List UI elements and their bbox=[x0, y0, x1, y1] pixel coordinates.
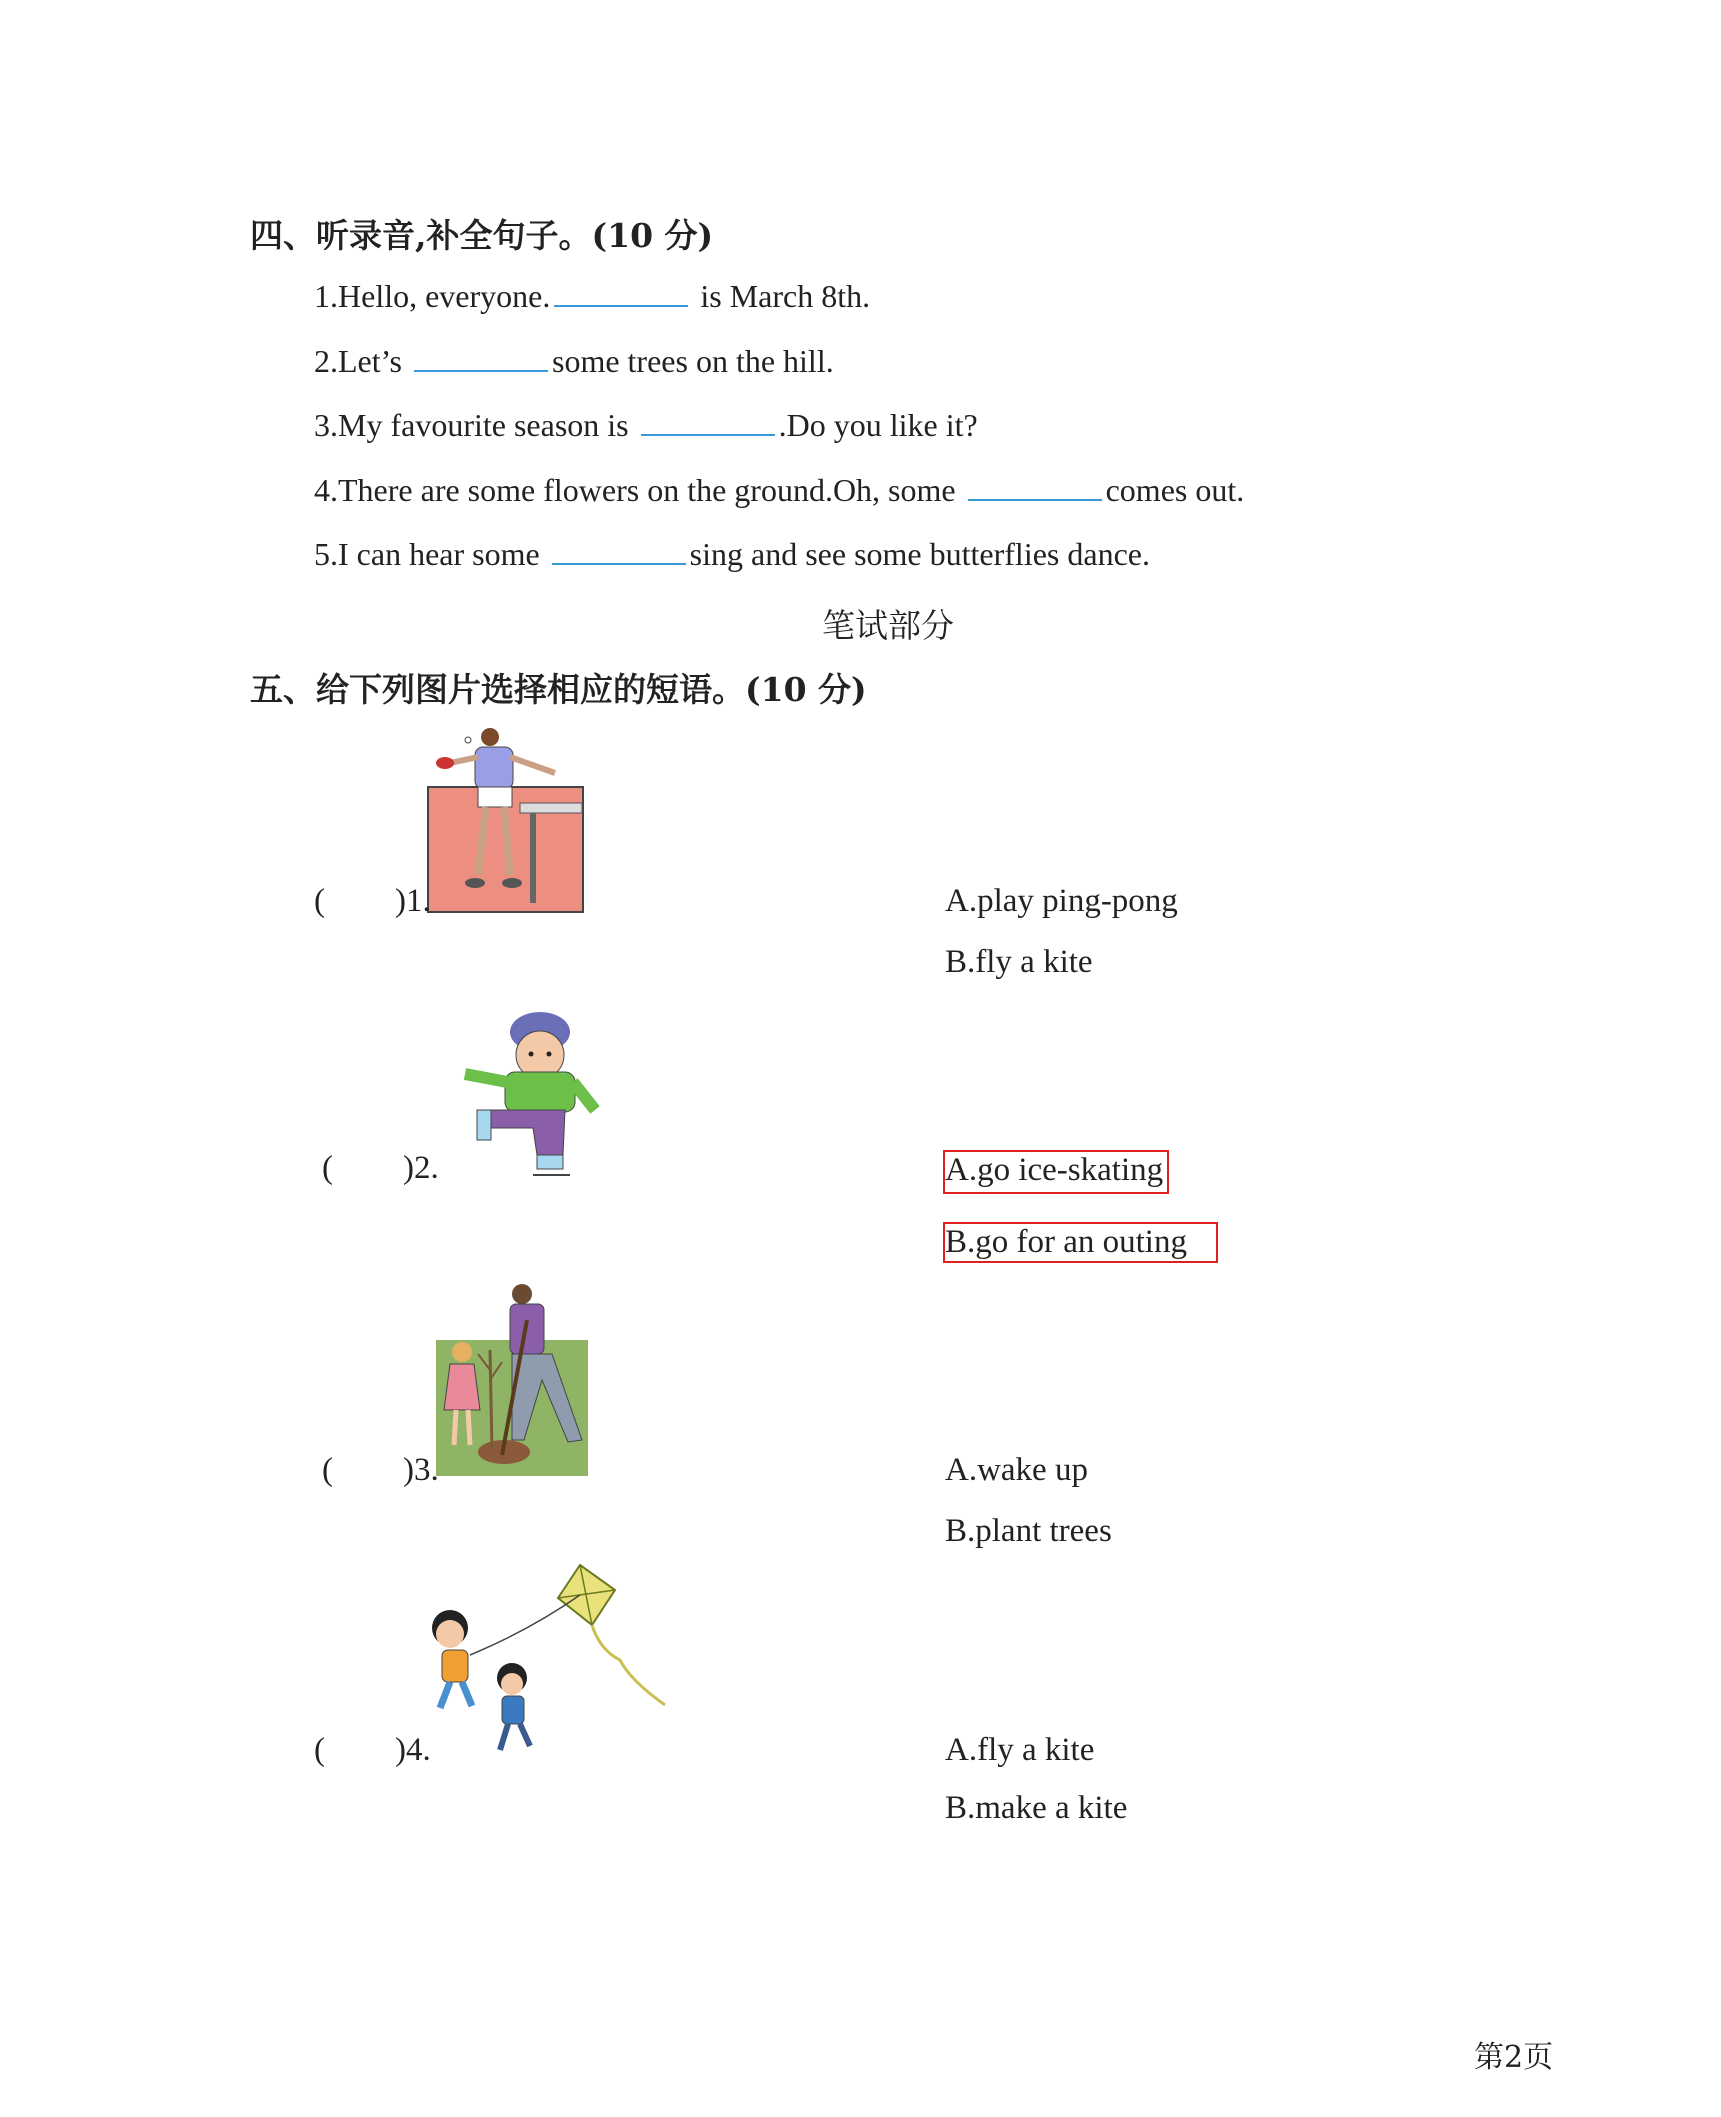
question-label-3: )3. bbox=[403, 1452, 439, 1488]
paren-open: ( bbox=[314, 1732, 325, 1768]
written-part-title: 笔试部分 bbox=[822, 606, 954, 645]
sentence-2-before: 2.Let’s bbox=[314, 343, 410, 379]
question-label-2: )2. bbox=[403, 1150, 439, 1186]
answer-paren-3[interactable] bbox=[322, 1452, 439, 1489]
question-label-1: )1. bbox=[395, 883, 431, 919]
sentence-5-after: sing and see some butterflies dance. bbox=[689, 536, 1150, 572]
ping-pong-image bbox=[420, 725, 585, 915]
sentence-3 bbox=[314, 407, 978, 444]
kite-flying-image bbox=[420, 1560, 670, 1765]
paren-open: ( bbox=[322, 1150, 333, 1186]
sentence-5 bbox=[314, 536, 1150, 573]
q3-option-b[interactable]: B.plant trees bbox=[945, 1513, 1112, 1549]
sentence-4 bbox=[314, 472, 1244, 509]
answer-blank-2[interactable] bbox=[414, 344, 548, 372]
sentence-1-after: is March 8th. bbox=[692, 278, 871, 314]
sentence-4-after: comes out. bbox=[1105, 472, 1245, 508]
question-label-4: )4. bbox=[395, 1732, 431, 1768]
sentence-4-before: 4.There are some flowers on the ground.Oh, some bbox=[314, 472, 964, 508]
sentence-3-before: 3.My favourite season is bbox=[314, 407, 637, 443]
sentence-2 bbox=[314, 343, 834, 380]
q1-option-a[interactable]: A.play ping-pong bbox=[945, 883, 1178, 919]
answer-paren-2[interactable] bbox=[322, 1150, 439, 1187]
q1-option-b[interactable]: B.fly a kite bbox=[945, 944, 1093, 980]
q4-option-a[interactable]: A.fly a kite bbox=[945, 1732, 1095, 1768]
sentence-1 bbox=[314, 278, 870, 315]
sentence-5-before: 5.I can hear some bbox=[314, 536, 548, 572]
q4-option-b[interactable]: B.make a kite bbox=[945, 1790, 1128, 1826]
paren-open: ( bbox=[314, 883, 325, 919]
answer-blank-4[interactable] bbox=[968, 473, 1102, 501]
answer-blank-1[interactable] bbox=[554, 279, 688, 307]
planting-trees-image bbox=[432, 1280, 592, 1480]
ice-skating-image bbox=[445, 1010, 605, 1185]
sentence-3-after: .Do you like it? bbox=[778, 407, 978, 443]
sentence-1-before: 1.Hello, everyone. bbox=[314, 278, 551, 314]
q3-option-a[interactable]: A.wake up bbox=[945, 1452, 1088, 1488]
paren-open: ( bbox=[322, 1452, 333, 1488]
section-5-heading: 五、给下列图片选择相应的短语。(10 分) bbox=[250, 670, 867, 709]
answer-paren-1[interactable] bbox=[314, 883, 431, 920]
sentence-2-after: some trees on the hill. bbox=[551, 343, 834, 379]
answer-blank-5[interactable] bbox=[552, 537, 686, 565]
section-4-heading: 四、听录音,补全句子。(10 分) bbox=[250, 216, 714, 255]
answer-blank-3[interactable] bbox=[641, 408, 775, 436]
answer-paren-4[interactable] bbox=[314, 1732, 431, 1769]
q2-option-b[interactable]: B.go for an outing bbox=[945, 1224, 1216, 1261]
page-number: 第2页 bbox=[1474, 2040, 1554, 2075]
q2-option-a[interactable]: A.go ice-skating bbox=[945, 1152, 1167, 1192]
